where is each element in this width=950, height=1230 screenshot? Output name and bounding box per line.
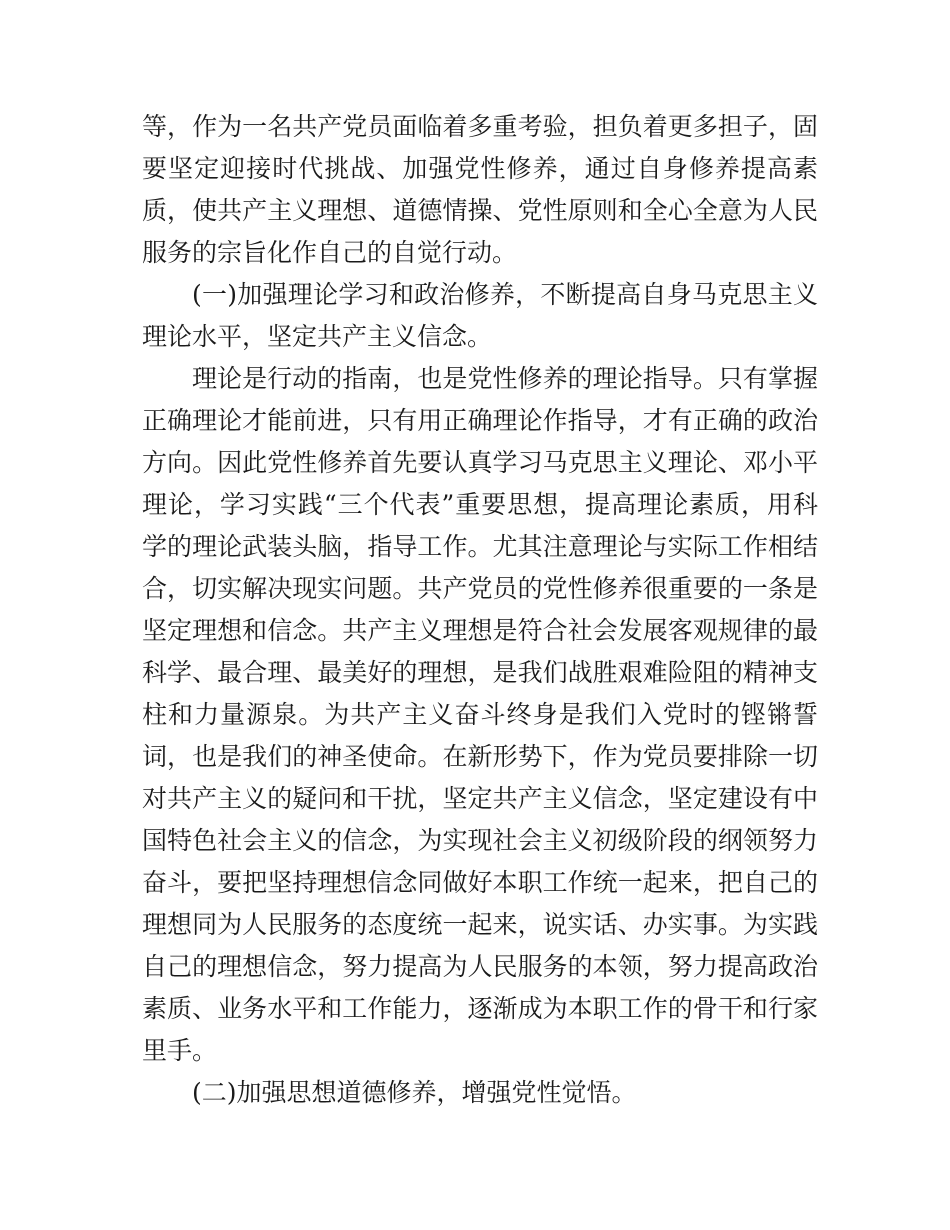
- text-line: 词，也是我们的神圣使命。在新形势下，作为党员要排除一切: [142, 742, 818, 771]
- text-line: 理想同为人民服务的态度统一起来，说实话、办实事。为实践: [142, 910, 818, 939]
- text-line: 方向。因此党性修养首先要认真学习马克思主义理论、邓小平: [142, 448, 818, 477]
- text-line: 国特色社会主义的信念，为实现社会主义初级阶段的纲领努力: [142, 826, 818, 855]
- text-line: 等，作为一名共产党员面临着多重考验，担负着更多担子，固: [142, 112, 818, 141]
- text-line: 服务的宗旨化作自己的自觉行动。: [142, 238, 518, 267]
- text-line: 里手。: [142, 1036, 218, 1065]
- text-line: 质，使共产主义理想、道德情操、党性原则和全心全意为人民: [142, 196, 818, 225]
- text-line: 正确理论才能前进，只有用正确理论作指导，才有正确的政治: [142, 406, 818, 435]
- text-line: 科学、最合理、最美好的理想，是我们战胜艰难险阻的精神支: [142, 658, 818, 687]
- text-line: 柱和力量源泉。为共产主义奋斗终身是我们入党时的铿锵誓: [142, 700, 818, 729]
- text-line: 理论是行动的指南，也是党性修养的理论指导。只有掌握: [192, 364, 818, 393]
- text-line: 理论，学习实践“三个代表”重要思想，提高理论素质，用科: [142, 490, 818, 519]
- text-line: 自己的理想信念，努力提高为人民服务的本领，努力提高政治: [142, 952, 818, 981]
- text-line: 素质、业务水平和工作能力，逐渐成为本职工作的骨干和行家: [142, 994, 818, 1023]
- text-line: 学的理论武装头脑，指导工作。尤其注意理论与实际工作相结: [142, 532, 818, 561]
- text-line: 理论水平，坚定共产主义信念。: [142, 322, 493, 351]
- text-line: 要坚定迎接时代挑战、加强党性修养，通过自身修养提高素: [142, 154, 818, 183]
- section-heading-1: (一)加强理论学习和政治修养，不断提高自身马克思主义: [192, 280, 818, 309]
- section-heading-2: (二)加强思想道德修养，增强党性觉悟。: [192, 1078, 637, 1107]
- text-line: 对共产主义的疑问和干扰，坚定共产主义信念，坚定建设有中: [142, 784, 818, 813]
- text-line: 合，切实解决现实问题。共产党员的党性修养很重要的一条是: [142, 574, 818, 603]
- document-body: [142, 106, 818, 1114]
- text-line: 坚定理想和信念。共产主义理想是符合社会发展客观规律的最: [142, 616, 818, 645]
- text-line: 奋斗，要把坚持理想信念同做好本职工作统一起来，把自己的: [142, 868, 818, 897]
